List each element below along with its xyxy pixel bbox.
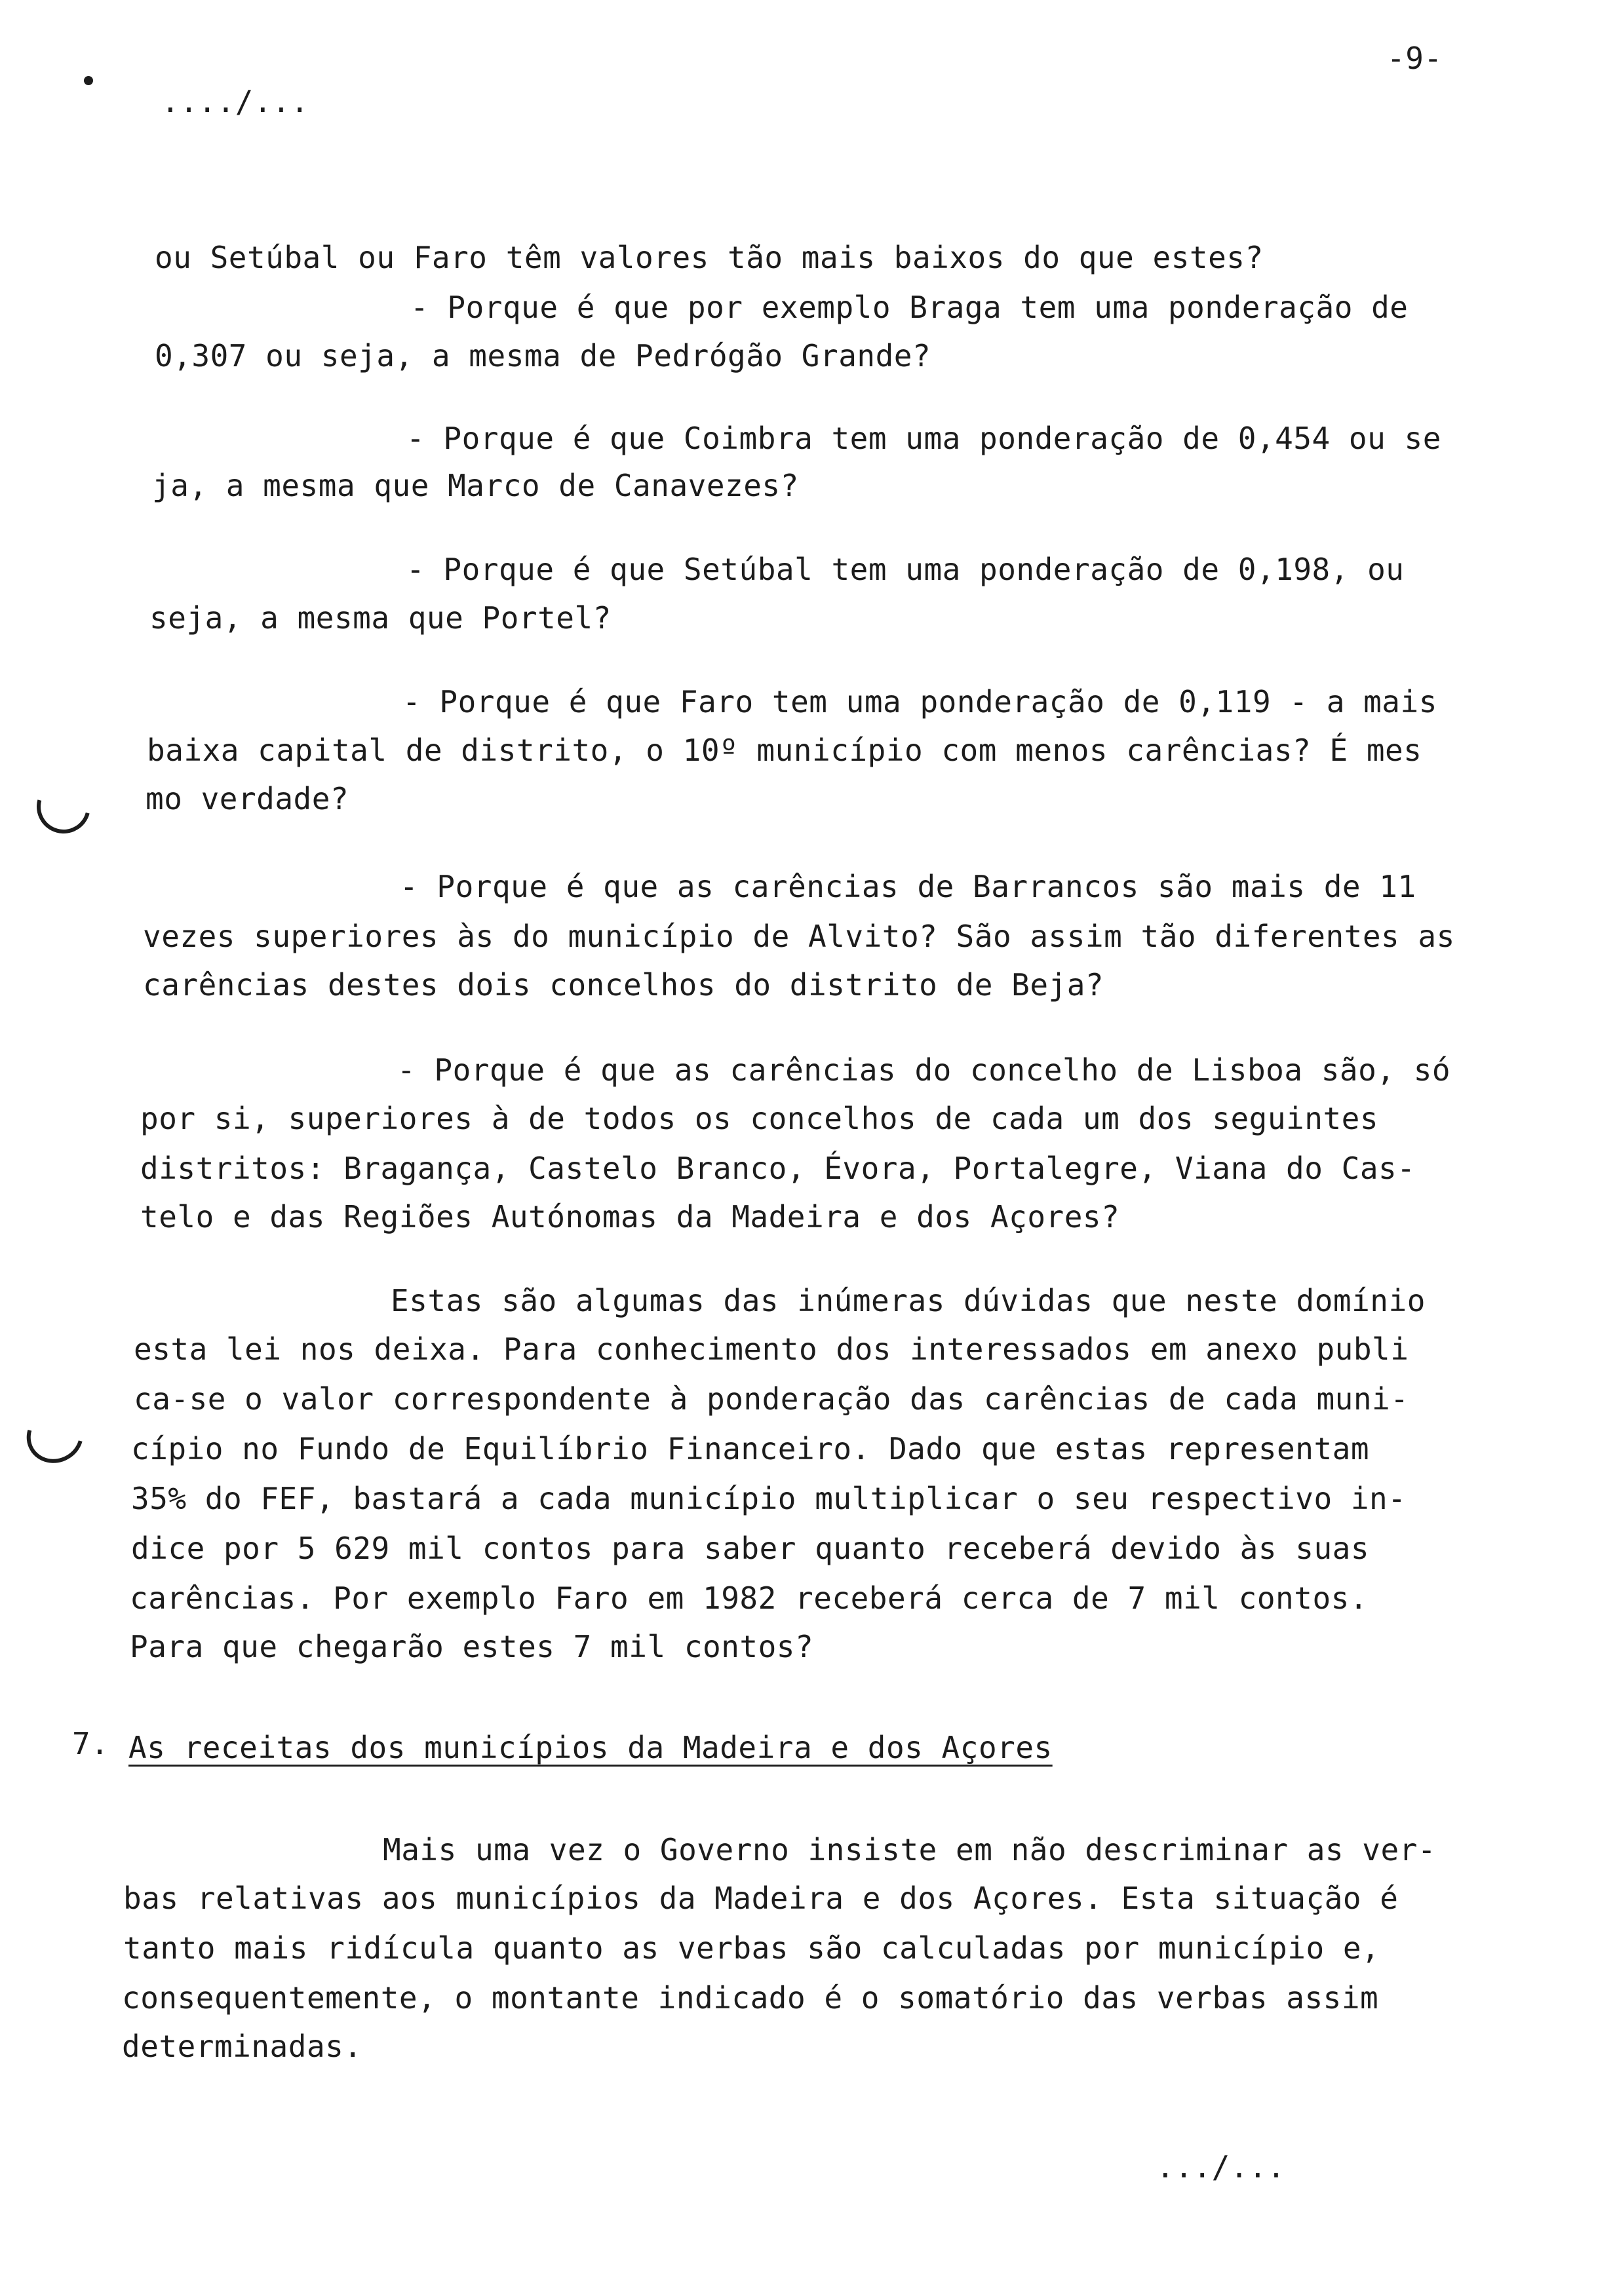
text-line-10: mo verdade? [146, 781, 349, 816]
continuation-marker-top: ..../... [161, 84, 309, 119]
page-number: -9- [1387, 41, 1443, 76]
text-line-5: ja, a mesma que Marco de Canavezes? [152, 468, 799, 503]
text-line-21: cípio no Fundo de Equilíbrio Financeiro. Dado que estas representam [131, 1431, 1370, 1466]
continuation-marker-bottom: .../... [1156, 2149, 1286, 2185]
text-line-29: consequentemente, o montante indicado é o somatório das verbas assim [122, 1980, 1379, 2016]
text-line-23: dice por 5 629 mil contos para saber quanto receberá devido às suas [131, 1531, 1370, 1566]
text-line-30: determinadas. [122, 2029, 362, 2064]
text-line-3: 0,307 ou seja, a mesma de Pedrógão Grande? [155, 338, 931, 373]
text-line-7: seja, a mesma que Portel? [149, 600, 612, 636]
text-line-13: carências destes dois concelhos do distrito de Beja? [143, 967, 1104, 1003]
text-line-19: esta lei nos deixa. Para conhecimento dos interessados em anexo publi [134, 1331, 1409, 1367]
text-line-18: Estas são algumas das inúmeras dúvidas que neste domínio [391, 1283, 1426, 1318]
text-line-2: - Porque é que por exemplo Braga tem uma ponderação de [410, 290, 1409, 325]
text-line-17: telo e das Regiões Autónomas da Madeira e dos Açores? [140, 1199, 1120, 1234]
text-line-24: carências. Por exemplo Faro em 1982 receberá cerca de 7 mil contos. [130, 1580, 1369, 1616]
section-heading: As receitas dos municípios da Madeira e dos Açores [128, 1730, 1053, 1765]
text-line-1: ou Setúbal ou Faro têm valores tão mais baixos do que estes? [155, 240, 1264, 275]
text-line-9: baixa capital de distrito, o 10º município com menos carências? É mes [147, 733, 1422, 768]
text-line-16: distritos: Bragança, Castelo Branco, Évora, Portalegre, Viana do Cas- [140, 1151, 1416, 1186]
text-line-20: ca-se o valor correspondente à ponderação das carências de cada muni- [134, 1381, 1409, 1417]
text-line-26: Mais uma vez o Governo insiste em não descriminar as ver- [383, 1832, 1437, 1867]
text-line-8: - Porque é que Faro tem uma ponderação de 0,119 - a mais [402, 684, 1437, 719]
text-line-22: 35% do FEF, bastará a cada município multiplicar o seu respectivo in- [131, 1481, 1407, 1516]
text-line-28: tanto mais ridícula quanto as verbas são calculadas por município e, [123, 1930, 1380, 1966]
margin-check-mark-1 [27, 770, 100, 843]
text-line-27: bas relativas aos municípios da Madeira e dos Açores. Esta situação é [123, 1881, 1399, 1916]
text-line-12: vezes superiores às do município de Alvito? São assim tão diferentes as [143, 919, 1455, 954]
section-number: 7. [72, 1726, 109, 1761]
text-line-25: Para que chegarão estes 7 mil contos? [130, 1629, 814, 1664]
text-line-15: por si, superiores à de todos os concelhos de cada um dos seguintes [140, 1101, 1379, 1136]
text-line-11: - Porque é que as carências de Barrancos são mais de 11 [400, 869, 1416, 904]
text-line-4: - Porque é que Coimbra tem uma ponderação de 0,454 ou se [406, 421, 1441, 456]
text-line-14: - Porque é que as carências do concelho de Lisboa são, só [397, 1052, 1451, 1088]
bullet-dot-mark [84, 76, 93, 85]
text-line-6: - Porque é que Setúbal tem uma ponderação de 0,198, ou [406, 552, 1405, 587]
margin-check-mark-2 [16, 1398, 93, 1473]
